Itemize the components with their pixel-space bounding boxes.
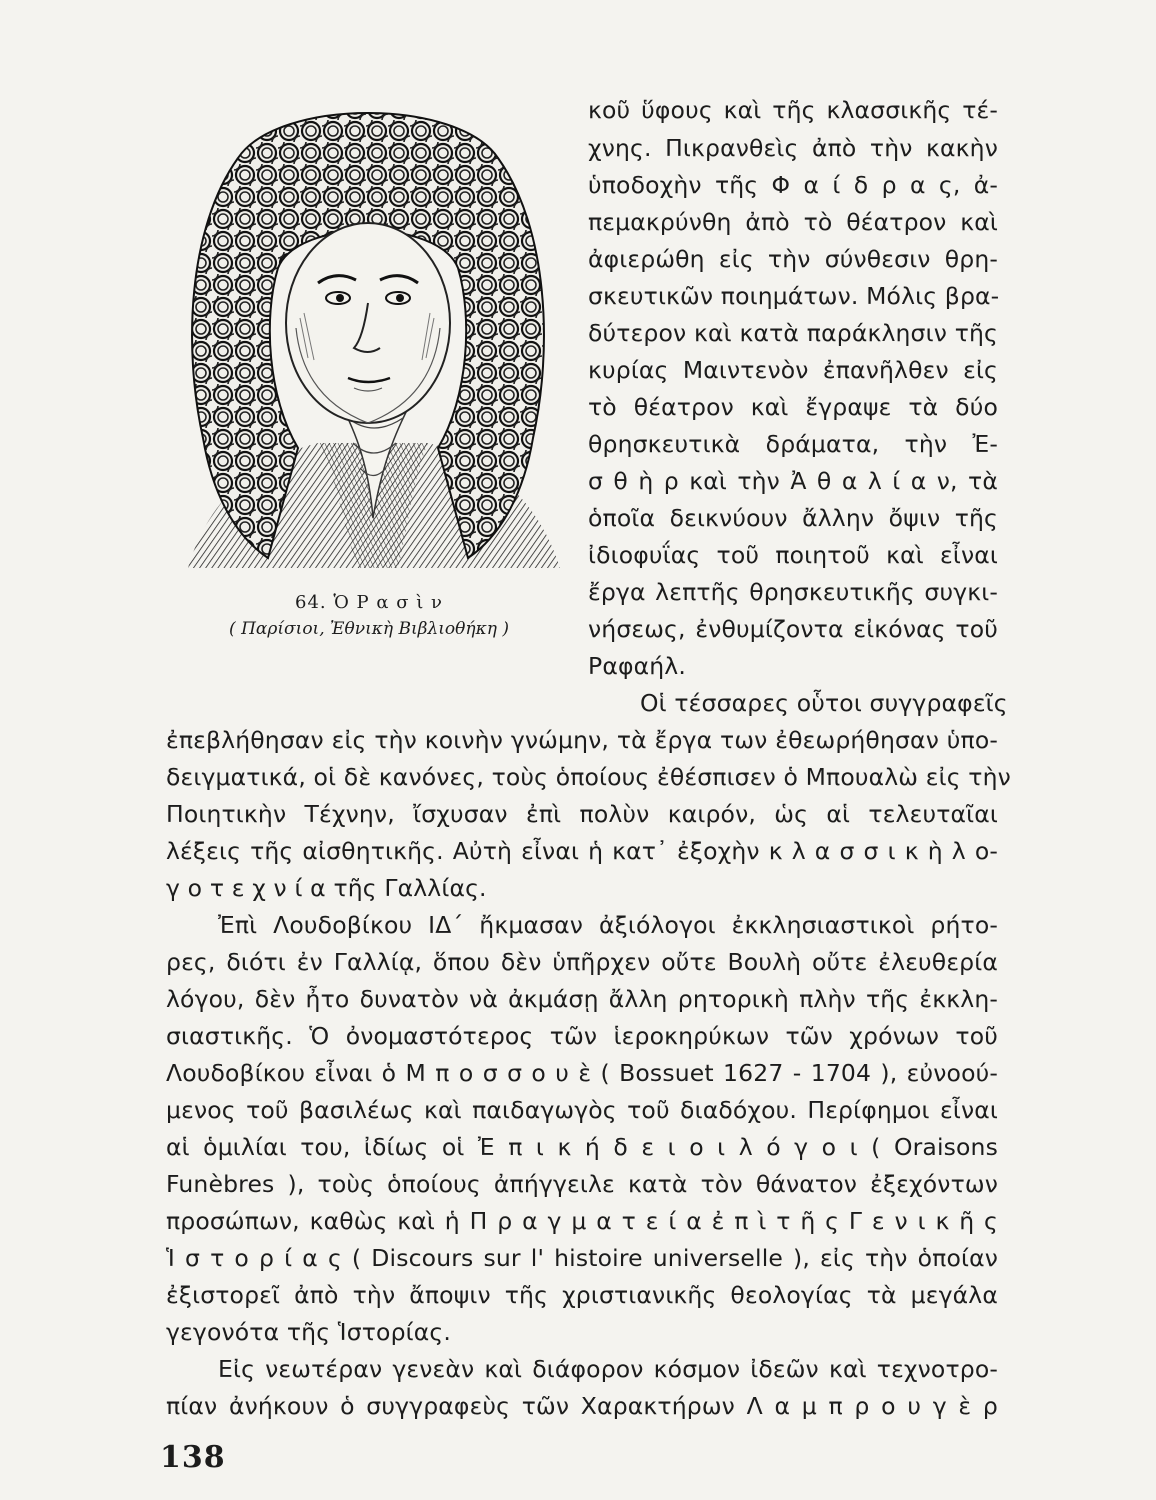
text-line: λόγου, δὲν ἦτο δυνατὸν νὰ ἀκμάσῃ ἄλλη ρητορικὴ πλὴν τῆς ἐκκλη- xyxy=(166,985,998,1013)
text-line: ἐξιστορεῖ ἀπὸ τὴν ἄποψιν τῆς χριστιανικῆς θεολογίας τὰ μεγάλα xyxy=(166,1281,998,1309)
text-line: Ἐπὶ Λουδοβίκου ΙΔ΄ ἤκμασαν ἀξιόλογοι ἐκκλησιαστικοὶ ρήτο- xyxy=(218,911,998,939)
text-line: δύτερον καὶ κατὰ παράκλησιν τῆς xyxy=(588,319,998,347)
text-line: Ραφαήλ. xyxy=(588,652,686,680)
text-line: ἐπεβλήθησαν εἰς τὴν κοινὴν γνώμην, τὰ ἔργα των ἐθεωρήθησαν ὑπο- xyxy=(166,726,998,754)
caption-source: ( Παρίσιοι, Ἐθνικὴ Βιβλιοθήκη ) xyxy=(229,619,509,639)
text-line: ὁποῖα δεικνύουν ἄλλην ὄψιν τῆς xyxy=(588,504,998,532)
text-line: μενος τοῦ βασιλέως καὶ παιδαγωγὸς τοῦ διαδόχου. Περίφημοι εἶναι xyxy=(166,1096,998,1124)
text-line: σιαστικῆς. Ὁ ὀνομαστότερος τῶν ἱεροκηρύκων τῶν χρόνων τοῦ xyxy=(166,1022,998,1050)
text-line: Funèbres ), τοὺς ὁποίους ἀπήγγειλε κατὰ τὸν θάνατον ἐξεχόντων xyxy=(166,1170,998,1198)
text-line: Ποιητικὴν Τέχνην, ἴσχυσαν ἐπὶ πολὺν καιρόν, ὡς αἱ τελευταῖαι xyxy=(166,800,998,828)
caption-title: 64. Ὁ Ρ α σ ὶ ν xyxy=(295,592,443,613)
text-line: ὑποδοχὴν τῆς Φ α ί δ ρ α ς, ἀ- xyxy=(588,171,998,199)
text-line: Λουδοβίκου εἶναι ὁ Μ π ο σ σ ο υ ὲ ( Bossuet 1627 - 1704 ), εὐνοού- xyxy=(166,1059,998,1087)
text-line: δειγματικά, οἱ δὲ κανόνες, τοὺς ὁποίους ἐθέσπισεν ὁ Μπουαλὼ εἰς τὴν xyxy=(166,763,1011,791)
text-line: πίαν ἀνήκουν ὁ συγγραφεὺς τῶν Χαρακτήρων Λ α μ π ρ ο υ γ ὲ ρ xyxy=(166,1392,998,1420)
text-line: σκευτικῶν ποιημάτων. Μόλις βρα- xyxy=(588,282,1000,310)
text-line: πεμακρύνθη ἀπὸ τὸ θέατρον καὶ xyxy=(588,208,998,236)
text-line: ρες, διότι ἐν Γαλλίᾳ, ὅπου δὲν ὑπῆρχεν οὔτε Βουλὴ οὔτε ἐλευθερία xyxy=(166,948,998,976)
text-line: γ ο τ ε χ ν ί α τῆς Γαλλίας. xyxy=(166,874,487,902)
text-line: κυρίας Μαιντενὸν ἐπανῆλθεν εἰς xyxy=(588,356,998,384)
text-line: Ἱ σ τ ο ρ ί α ς ( Discours sur l' histoire universelle ), εἰς τὴν ὁποίαν xyxy=(166,1244,998,1272)
page-number: 138 xyxy=(160,1440,226,1475)
text-line: θρησκευτικὰ δράματα, τὴν Ἐ- xyxy=(588,430,998,458)
text-line: ἰδιοφυΐας τοῦ ποιητοῦ καὶ εἶναι xyxy=(588,541,998,569)
text-line: κοῦ ὕφους καὶ τῆς κλασσικῆς τέ- xyxy=(588,96,998,124)
text-line: Οἱ τέσσαρες οὗτοι συγγραφεῖς xyxy=(640,689,1008,717)
text-line: νήσεως, ἐνθυμίζοντα εἰκόνας τοῦ xyxy=(588,615,998,643)
text-line: τὸ θέατρον καὶ ἔγραψε τὰ δύο xyxy=(588,393,998,421)
text-line: προσώπων, καθὼς καὶ ἡ Π ρ α γ μ α τ ε ί α ἐ π ὶ τ ῆ ς Γ ε ν ι κ ῆ ς xyxy=(166,1207,998,1235)
text-line: λέξεις τῆς αἰσθητικῆς. Αὐτὴ εἶναι ἡ κατ᾽ ἐξοχὴν κ λ α σ σ ι κ ὴ λ ο- xyxy=(166,837,998,865)
text-line: Εἰς νεωτέραν γενεὰν καὶ διάφορον κόσμον ἰδεῶν καὶ τεχνοτρο- xyxy=(218,1355,998,1383)
text-line: χνης. Πικρανθεὶς ἀπὸ τὴν κακὴν xyxy=(588,134,998,162)
text-line: ἀφιερώθη εἰς τὴν σύνθεσιν θρη- xyxy=(588,245,998,273)
text-line: γεγονότα τῆς Ἱστορίας. xyxy=(166,1318,451,1346)
text-line: αἱ ὁμιλίαι του, ἰδίως οἱ Ἐ π ι κ ή δ ε ι ο ι λ ό γ ο ι ( Oraisons xyxy=(166,1133,998,1161)
text-line: ἔργα λεπτῆς θρησκευτικῆς συγκι- xyxy=(588,578,998,606)
text-line: σ θ ὴ ρ καὶ τὴν Ἀ θ α λ ί α ν, τὰ xyxy=(588,467,998,495)
